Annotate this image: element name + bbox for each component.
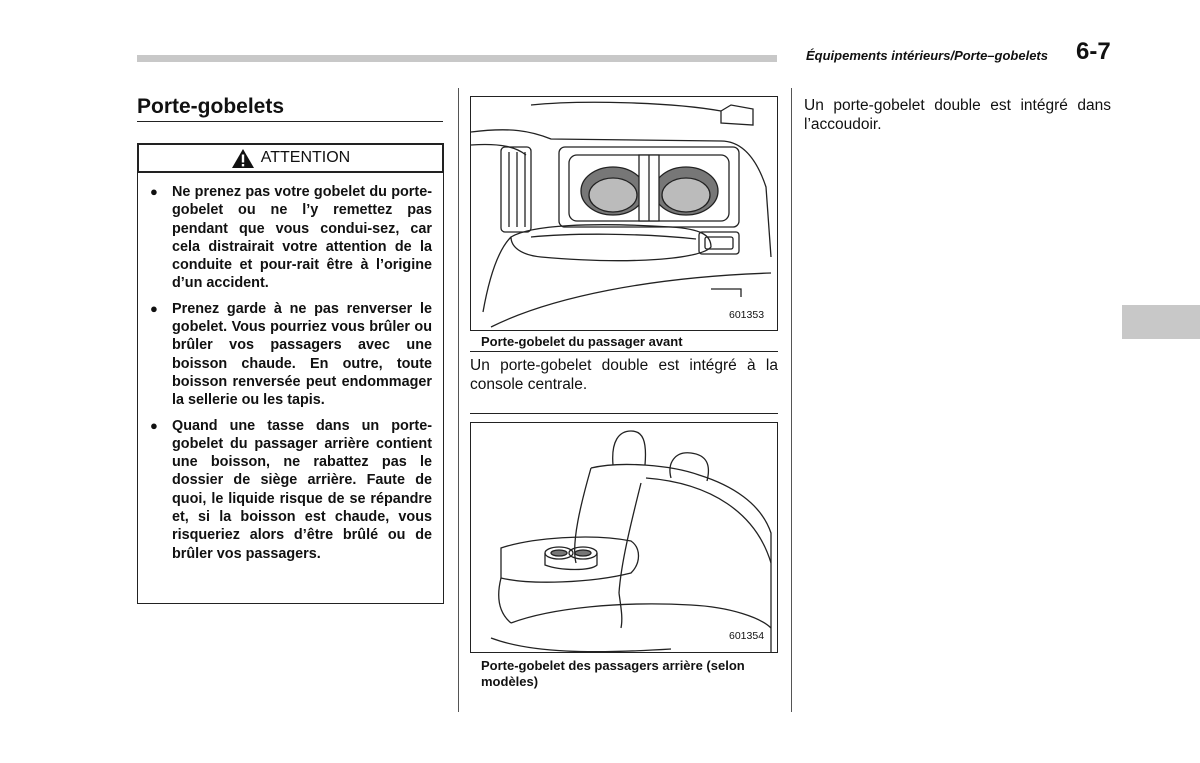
section-title: Porte-gobelets xyxy=(137,95,285,118)
figure-front-text: Un porte-gobelet double est intégré à la console centrale. xyxy=(470,357,778,393)
chapter-tab xyxy=(1122,305,1200,339)
attention-header xyxy=(137,143,444,173)
figure-rear-caption: Porte-gobelet des passagers arrière (selon modèles) xyxy=(481,658,745,689)
column-separator-left xyxy=(458,88,459,712)
figure-code: 601353 xyxy=(729,309,765,321)
title-rule xyxy=(137,121,443,122)
warning-item xyxy=(148,183,432,293)
warning-triangle-icon xyxy=(231,148,255,169)
caption-rule xyxy=(470,351,778,352)
rear-seat-illustration xyxy=(471,423,778,653)
warning-item-text: Prenez garde à ne pas renverser le gobelet. Vous pourriez vous brûler ou brûler vos passagers avec une boisson chaude. En outre, toute boisson renversée peut endommager la sellerie ou les tapis. xyxy=(172,300,432,409)
header-title: Équipements intérieurs/Porte–gobelets xyxy=(805,48,1048,63)
page-number: 6-7 xyxy=(1076,38,1111,65)
figure-front-cup-holder xyxy=(470,96,778,331)
warning-item xyxy=(148,300,432,410)
bullet-icon: ● xyxy=(150,417,158,433)
figure-rear-cup-holder xyxy=(470,422,778,653)
figure-front-caption: Porte-gobelet du passager avant xyxy=(481,334,683,349)
section-rule xyxy=(470,413,778,414)
header-bar xyxy=(137,55,777,62)
attention-label: ATTENTION xyxy=(260,149,351,166)
warning-item-text: Ne prenez pas votre gobelet du porte-gobelet ou ne l’y remettez pas pendant que vous condui-sez, car cela distrairait votre attention de la conduite et pour-rait être à l’origine d’un accident. xyxy=(172,184,432,292)
warning-body xyxy=(137,173,444,604)
warning-list xyxy=(148,183,432,563)
warning-item xyxy=(148,417,432,563)
bullet-icon: ● xyxy=(150,300,158,316)
figure-code: 601354 xyxy=(729,630,765,642)
column-separator-right xyxy=(791,88,792,712)
front-console-illustration xyxy=(471,97,778,331)
warning-item-text: Quand une tasse dans un porte-gobelet du passager arrière contient une boisson, ne rabattez pas le dossier de siège arrière. Faute de quoi, le liquide risque de se répandre et, si la boisson est chaude, vous risqueriez alors d’être brûlé ou de brûler vos passagers. xyxy=(172,417,432,562)
right-column-text: Un porte-gobelet double est intégré dans l’accoudoir. xyxy=(804,97,1111,133)
bullet-icon: ● xyxy=(150,184,158,199)
